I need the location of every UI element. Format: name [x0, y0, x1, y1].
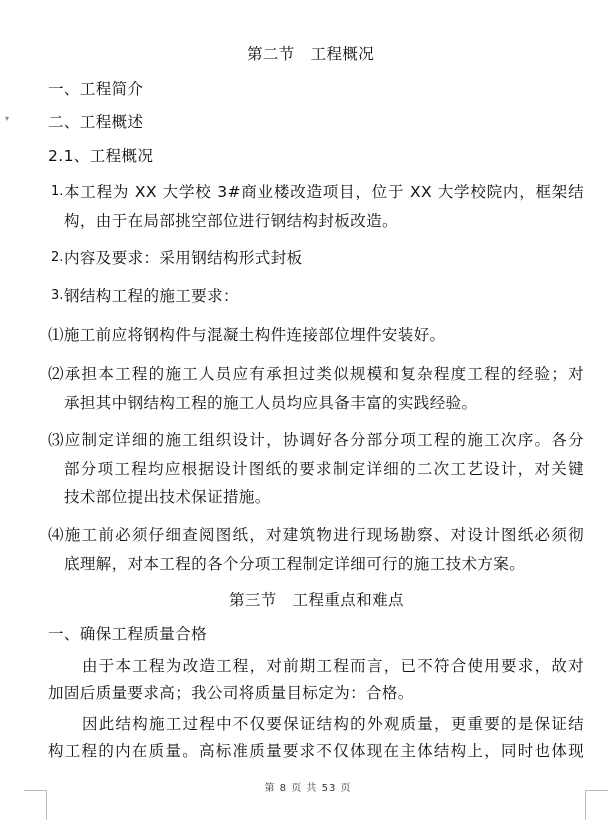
quality-paragraph-2-line-2: 构工程的内在质量。高标准质量要求不仅体现在主体结构上，同时也体现 — [48, 742, 584, 760]
requirement-3-line-3: 技术部位提出技术保证措施。 — [64, 488, 271, 506]
list-number-1: 1. — [51, 184, 64, 199]
heading-quality: 一、确保工程质量合格 — [48, 625, 208, 643]
requirement-2-line-1: ⑵承担本工程的施工人员应有承担过类似规模和复杂程度工程的经验；对 — [48, 365, 584, 383]
paragraph-2: 内容及要求：采用钢结构形式封板 — [64, 249, 303, 267]
heading-2-1: 2.1、工程概况 — [48, 147, 154, 165]
crop-mark-left-horizontal — [24, 790, 46, 791]
requirement-4-line-2: 底理解，对本工程的各个分项工程制定详细可行的施工技术方案。 — [64, 555, 526, 573]
section-title-3: 第三节 工程重点和难点 — [229, 591, 404, 609]
quality-paragraph-1-line-2: 加固后质量要求高；我公司将质量目标定为：合格。 — [48, 684, 414, 702]
heading-project-overview: 二、工程概述 — [48, 113, 144, 131]
page-footer: 第 8 页 共 53 页 — [264, 783, 352, 794]
requirement-2-line-2: 承担其中钢结构工程的施工人员均应具备丰富的实践经验。 — [64, 394, 478, 412]
paragraph-3: 钢结构工程的施工要求： — [64, 287, 239, 305]
list-number-2: 2. — [51, 250, 64, 265]
margin-marker-icon: ▾ — [5, 114, 10, 123]
crop-mark-left-vertical — [46, 790, 47, 820]
requirement-3-line-1: ⑶应制定详细的施工组织设计，协调好各分部分项工程的施工次序。各分 — [48, 431, 584, 449]
paragraph-1-line-2: 构，由于在局部挑空部位进行钢结构封板改造。 — [64, 212, 398, 230]
crop-mark-right-horizontal — [586, 790, 608, 791]
section-title-2: 第二节 工程概况 — [247, 45, 375, 63]
paragraph-1-line-1: 本工程为 XX 大学校 3#商业楼改造项目，位于 XX 大学校院内，框架结 — [64, 183, 584, 201]
requirement-3-line-2: 部分项工程均应根据设计图纸的要求制定详细的二次工艺设计，对关键 — [64, 460, 584, 478]
quality-paragraph-2-line-1: 因此结构施工过程中不仅要保证结构的外观质量，更重要的是保证结 — [82, 715, 584, 733]
crop-mark-right-vertical — [585, 790, 586, 820]
requirement-1: ⑴施工前应将钢构件与混凝土构件连接部位埋件安装好。 — [48, 326, 446, 344]
list-number-3: 3. — [51, 288, 64, 303]
quality-paragraph-1-line-1: 由于本工程为改造工程，对前期工程而言，已不符合使用要求，故对 — [82, 657, 584, 675]
heading-project-intro: 一、工程简介 — [48, 80, 144, 98]
requirement-4-line-1: ⑷施工前必须仔细查阅图纸，对建筑物进行现场勘察、对设计图纸必须彻 — [48, 526, 584, 544]
